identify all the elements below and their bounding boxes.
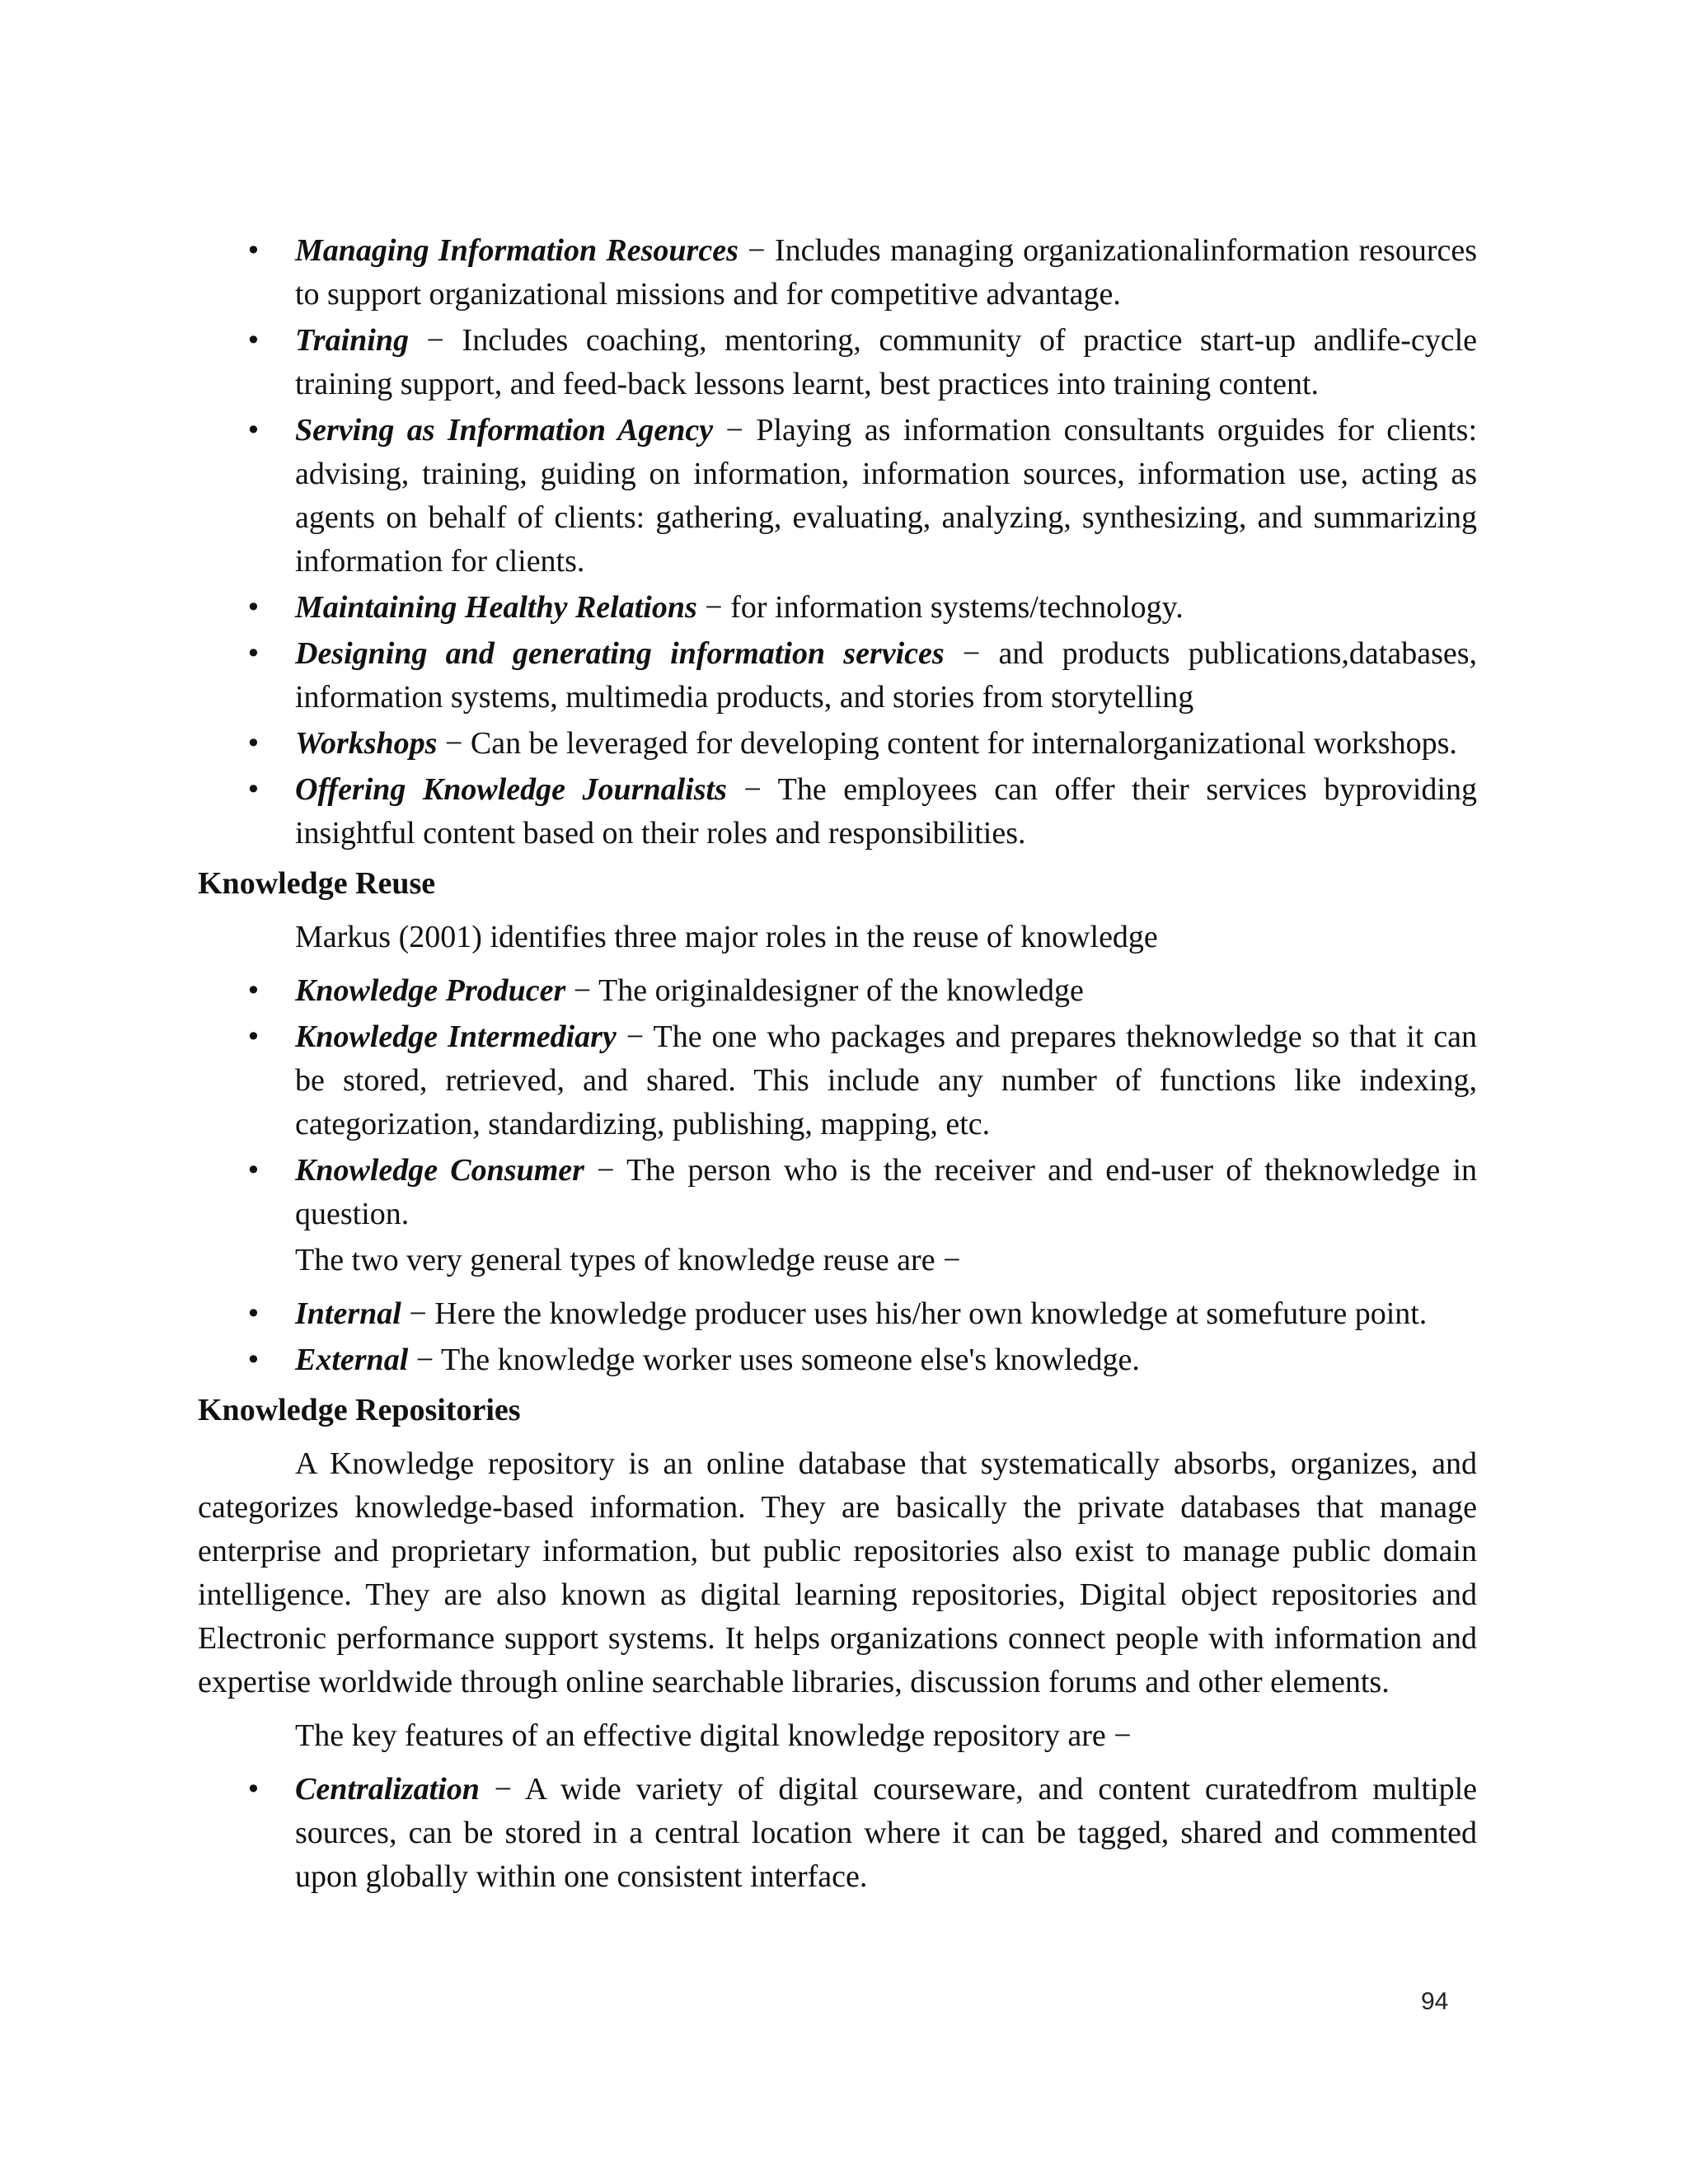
- list-item: [198, 1015, 1477, 1146]
- repositories-paragraph: A Knowledge repository is an online database that systematically absorbs, organizes, and categorizes knowledge-based information. They are basically the private databases that manage enterprise and proprietary information, but public repositories also exist to manage public domain intelligence. They are also known as digital learning repositories, Digital object repositories and Electronic performance support systems. It helps organizations connect people with information and expertise worldwide through online searchable libraries, discussion forums and other elements.: [198, 1446, 1477, 1699]
- list-item-term: Knowledge Consumer: [295, 1153, 584, 1188]
- list-item: [198, 1338, 1477, 1382]
- list-item-term: Serving as Information Agency: [295, 413, 714, 448]
- list-item: [198, 969, 1477, 1013]
- list-item: [198, 1768, 1477, 1899]
- list-item-text: − A wide variety of digital courseware, and content curatedfrom multiple sources, can be stored in a central location where it can be tagged, shared and commented upon globally within one consistent interface.: [295, 1772, 1477, 1894]
- list-item: [198, 632, 1477, 719]
- list-item-term: Workshops: [295, 726, 438, 761]
- list-item-term: Training: [295, 323, 409, 358]
- list-item-term: Knowledge Intermediary: [295, 1019, 617, 1054]
- reuse-types-list: [198, 1292, 1477, 1382]
- knowledge-reuse-heading: Knowledge Reuse: [198, 866, 436, 901]
- list-item: [198, 722, 1477, 766]
- list-item-term: Managing Information Resources: [295, 233, 738, 268]
- list-item-term: External: [295, 1343, 409, 1377]
- list-item: [198, 586, 1477, 630]
- list-item-text: − Includes managing organizationalinformation resources to support organizational missions and for competitive advantage.: [295, 233, 1477, 312]
- knowledge-reuse-intro: Markus (2001) identifies three major roles in the reuse of knowledge: [295, 920, 1158, 954]
- list-item-text: − The one who packages and prepares theknowledge so that it can be stored, retrieved, and shared. This include any number of functions like indexing, categorization, standardizing, publishing, mapping, etc.: [295, 1019, 1477, 1141]
- list-item: [198, 229, 1477, 316]
- list-item-term: Designing and generating information services: [295, 636, 945, 671]
- list-item-text: − for information systems/technology.: [696, 590, 1184, 625]
- list-item-text: − Can be leveraged for developing content for internalorganizational workshops.: [437, 726, 1457, 761]
- list-item-text: − Includes coaching, mentoring, community of practice start-up andlife-cycle training support, and feed-back lessons learnt, best practices into training content.: [295, 323, 1477, 401]
- list-item-text: − The knowledge worker uses someone else's knowledge.: [408, 1343, 1140, 1377]
- knowledge-repositories-heading: Knowledge Repositories: [198, 1393, 521, 1427]
- list-item-term: Centralization: [295, 1772, 480, 1807]
- repository-features-intro: The key features of an effective digital knowledge repository are −: [295, 1718, 1132, 1753]
- list-item-text: − Playing as information consultants orguides for clients: advising, training, guiding on information, information sources, information use, acting as agents on behalf of clients: gathering, evaluating, analyzing, synthesizing, and summarizing information for clients.: [295, 413, 1477, 579]
- list-item: [198, 1149, 1477, 1236]
- list-item-text: − The person who is the receiver and end-user of theknowledge in question.: [295, 1153, 1477, 1231]
- list-item-term: Internal: [295, 1296, 401, 1331]
- list-item: [198, 409, 1477, 583]
- activities-list: [198, 229, 1477, 855]
- list-item-term: Knowledge Producer: [295, 973, 566, 1008]
- page-content: [198, 229, 1477, 1901]
- list-item: [198, 1292, 1477, 1336]
- list-item-text: − The employees can offer their services byproviding insightful content based on their roles and responsibilities.: [295, 772, 1477, 851]
- list-item-text: − and products publications,databases, information systems, multimedia products, and stories from storytelling: [295, 636, 1478, 715]
- reuse-types-intro: The two very general types of knowledge reuse are −: [295, 1243, 961, 1277]
- list-item: [198, 319, 1477, 406]
- list-item-text: − Here the knowledge producer uses his/her own knowledge at somefuture point.: [401, 1296, 1428, 1331]
- list-item-term: Maintaining Healthy Relations: [295, 590, 697, 625]
- list-item-text: − The originaldesigner of the knowledge: [565, 973, 1084, 1008]
- repository-features-list: [198, 1768, 1477, 1899]
- reuse-roles-list: [198, 969, 1477, 1236]
- list-item-term: Offering Knowledge Journalists: [295, 772, 727, 807]
- list-item: [198, 768, 1477, 855]
- page-number: 94: [1421, 1988, 1449, 2015]
